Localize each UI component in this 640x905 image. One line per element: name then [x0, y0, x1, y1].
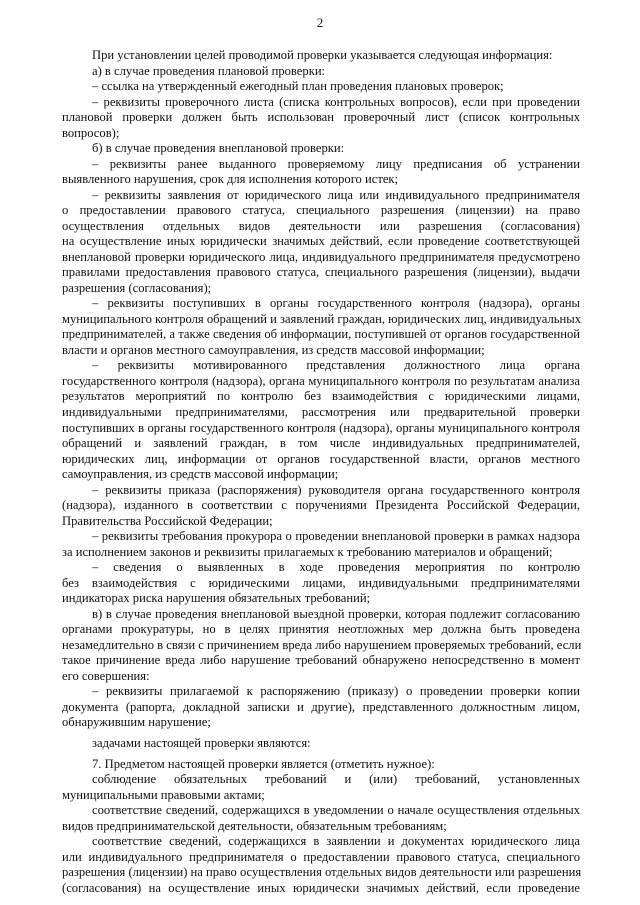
text-line: задачами настоящей проверки являются:	[92, 736, 311, 750]
text-line: разрешения (согласования);	[62, 281, 212, 295]
text-line: – ссылка на утвержденный ежегодный план проведения плановых проверок;	[92, 79, 504, 93]
text-line: внеплановой проверки юридического лица, индивидуального предпринимателя предусмотрено	[62, 250, 580, 264]
text-line: индикаторах риска нарушения обязательных требований;	[62, 591, 371, 605]
text-line: юридических лиц, информации от органов государственной власти, органов местного	[62, 452, 580, 466]
text-line: документа (рапорта, докладной записки и другие), представленного должностным лицом,	[62, 700, 580, 714]
text-line: – реквизиты поступивших в органы государственного контроля (надзора), органы	[92, 296, 580, 310]
text-line: плановой проверки должен быть использован проверочный лист (список контрольных	[62, 110, 580, 124]
text-line: соответствие сведений, содержащихся в заявлении и документах юридического лица	[92, 834, 580, 848]
text-line: При установлении целей проводимой проверки указывается следующая информация:	[92, 48, 553, 62]
text-line: а) в случае проведения плановой проверки:	[92, 64, 326, 78]
text-line: 7. Предметом настоящей проверки является (отметить нужное):	[92, 757, 435, 771]
text-line: – реквизиты прилагаемой к распоряжению (приказу) о проведении проверки копии	[92, 684, 580, 698]
text-line: его совершения:	[62, 669, 150, 683]
text-line: вопросов);	[62, 126, 120, 140]
text-line: (надзора), изданного в соответствии с поручениями Президента Российской Федерации,	[62, 498, 580, 512]
text-line: выявленного нарушения, срок для исполнения которого истек;	[62, 172, 399, 186]
text-line: индивидуальными предпринимателями, рассмотрения или предварительной проверки	[62, 405, 580, 419]
page-number: 2	[316, 15, 324, 30]
text-line: самоуправления, из средств массовой информации;	[62, 467, 339, 481]
text-line: государственного контроля (надзора), органа муниципального контроля по результатам анализа	[62, 374, 580, 388]
text-line: – реквизиты мотивированного представления должностного лица органа	[92, 358, 580, 372]
text-line: или индивидуального предпринимателя о предоставлении правового статуса, специального	[62, 850, 580, 864]
text-line: обнаружившим нарушение;	[62, 715, 211, 729]
text-line: результатов мероприятий по контролю без взаимодействия с юридическими лицами,	[62, 389, 580, 403]
text-line: такое причинение вреда либо нарушение требований обнаружено непосредственно в момент	[62, 653, 580, 667]
text-line: – реквизиты приказа (распоряжения) руководителя органа государственного контроля	[92, 483, 580, 497]
text-line: органами прокуратуры, но в целях принятия неотложных мер должна быть проведена	[62, 622, 580, 636]
text-line: – сведения о выявленных в ходе проведения мероприятия по контролю	[92, 560, 580, 574]
text-line: власти и органов местного самоуправления, из средств массовой информации;	[62, 343, 485, 357]
text-line: обращений и заявлений граждан, в том числе индивидуальных предпринимателей,	[62, 436, 580, 450]
text-line: за исполнением законов и реквизиты прилагаемых к требованию материалов и обращений;	[62, 545, 553, 559]
text-line: – реквизиты заявления от юридического лица или индивидуального предпринимателя	[92, 188, 580, 202]
text-line: о предоставлении правового статуса, специального разрешения (лицензии) на право	[62, 203, 580, 217]
text-line: осуществления отдельных видов деятельности или разрешения (согласования)	[62, 219, 580, 233]
text-line: Правительства Российской Федерации;	[62, 514, 273, 528]
text-line: б) в случае проведения внеплановой проверки:	[92, 141, 345, 155]
text-line: разрешения (лицензии) на право осуществления отдельных видов деятельности или разрешения	[62, 865, 582, 879]
text-line: – реквизиты ранее выданного проверяемому лицу предписания об устранении	[92, 157, 580, 171]
text-line: – реквизиты проверочного листа (списка контрольных вопросов), если при проведении	[92, 95, 580, 109]
text-line: муниципальными правовыми актами;	[62, 788, 265, 802]
text-line: соответствие сведений, содержащихся в уведомлении о начале осуществления отдельных	[92, 803, 580, 817]
text-line: поступивших в органы государственного контроля (надзора), органы муниципального контроля	[62, 421, 580, 435]
text-line: видов предпринимательской деятельности, обязательным требованиям;	[62, 819, 447, 833]
text-line: соблюдение обязательных требований и (или) требований, установленных	[92, 772, 580, 786]
text-line: незамедлительно в связи с причинением вреда либо нарушением проверяемых требований, если	[62, 638, 582, 652]
text-line: (согласования) на осуществление иных юридически значимых действий, если проведение	[62, 881, 580, 895]
text-line: в) в случае проведения внеплановой выездной проверки, которая подлежит согласованию	[92, 607, 580, 621]
text-line: правилами предоставления правового статуса, специального разрешения (лицензии), выдачи	[62, 265, 580, 279]
text-line: без взаимодействия с юридическими лицами, индивидуальными предпринимателями	[62, 576, 580, 590]
text-line: на осуществление иных юридически значимых действий, если проведение соответствующей	[62, 234, 580, 248]
text-line: муниципального контроля обращений и заявлений граждан, юридических лиц, индивидуальных	[62, 312, 582, 326]
text-line: – реквизиты требования прокурора о проведении внеплановой проверки в рамках надзора	[92, 529, 580, 543]
text-line: предпринимателей, а также сведения об информации, поступившей от органов государственной	[62, 327, 580, 341]
